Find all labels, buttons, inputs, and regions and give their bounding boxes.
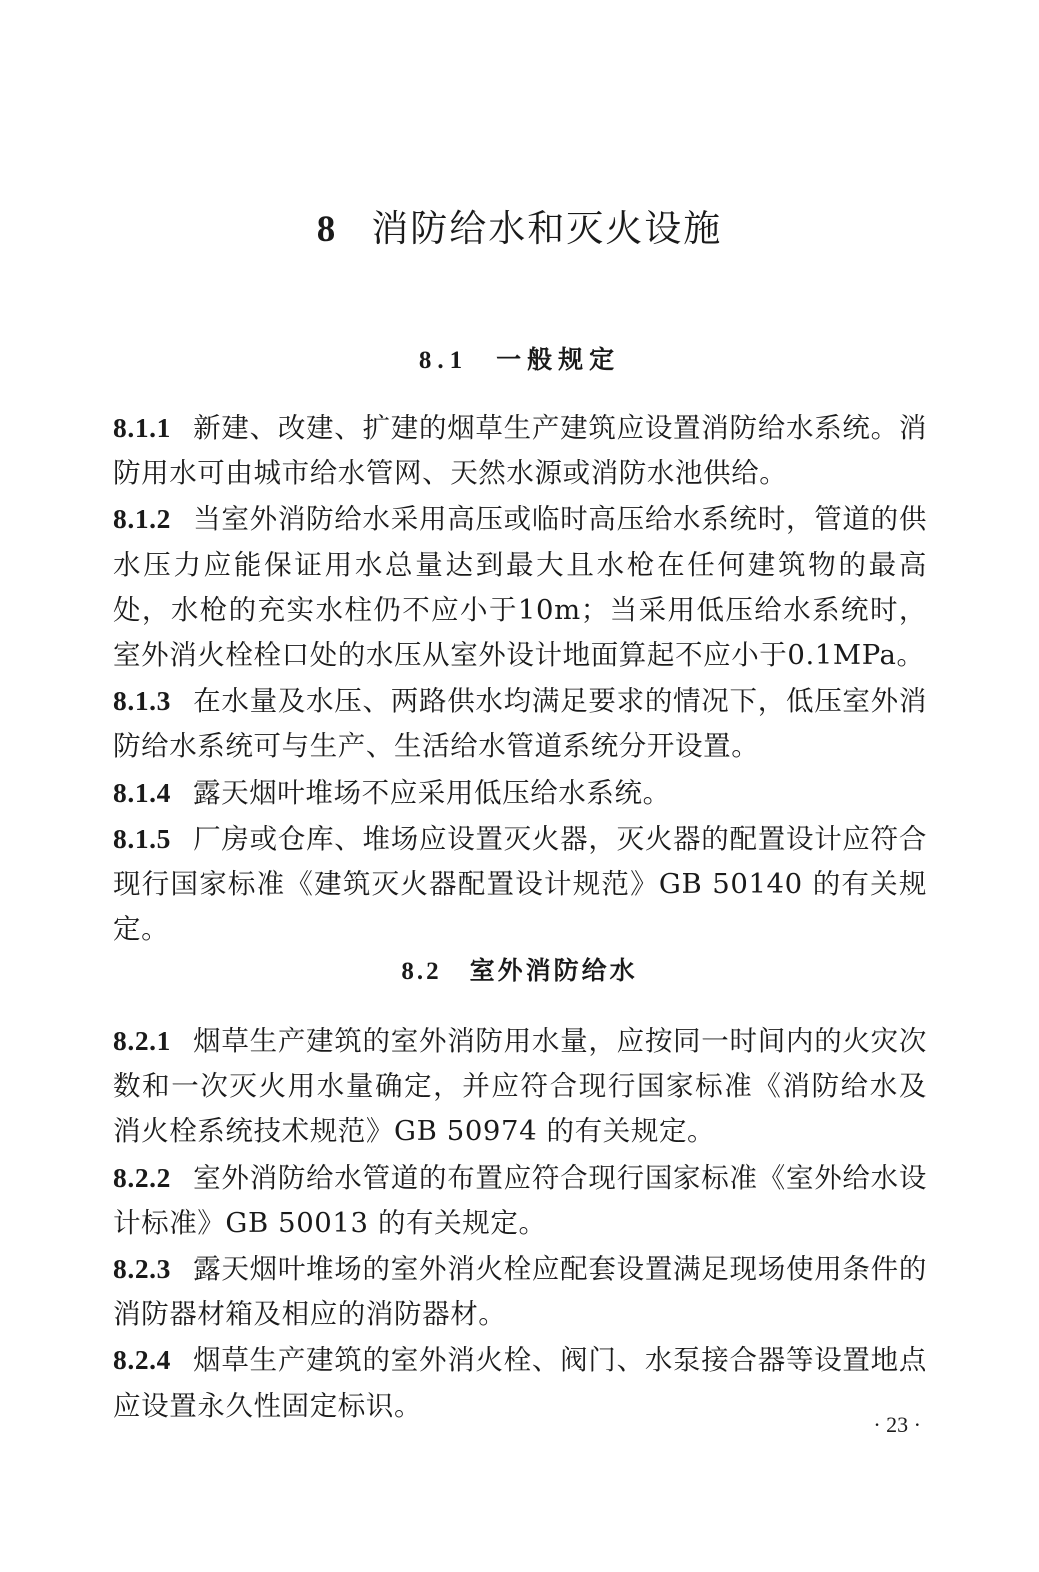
clause-number: 8.1.1 [113,412,171,443]
clause-text: 厂房或仓库、堆场应设置灭火器，灭火器的配置设计应符合现行国家标准《建筑灭火器配置设计规范》GB 50140 的有关规定。 [113,822,927,946]
section-title-8-2 [0,953,1039,990]
page-number: · 23 · [873,1412,921,1437]
clause-8-1-4 [113,770,927,816]
clause-number: 8.1.3 [113,685,171,717]
clause-8-2-4 [113,1337,927,1428]
section-8-1-body [113,405,927,952]
clause-number: 8.2.1 [113,1025,171,1056]
clause-8-1-5 [113,816,927,953]
clause-text: 在水量及水压、两路供水均满足要求的情况下，低压室外消防给水系统可与生产、生活给水管道系统分开设置。 [113,685,927,763]
section-number: 8.2 [401,958,442,985]
chapter-title-text: 消防给水和灭火设施 [371,207,723,250]
section-title-text: 室外消防给水 [469,956,638,985]
section-8-2-body [113,1018,927,1429]
clause-text: 新建、改建、扩建的烟草生产建筑应设置消防给水系统。消防用水可由城市给水管网、天然水源或消防水池供给。 [113,412,927,490]
clause-text: 室外消防给水管道的布置应符合现行国家标准《室外给水设计标准》GB 50013 的有关规定。 [113,1161,927,1239]
clause-8-2-3 [113,1246,927,1337]
clause-text: 当室外消防给水采用高压或临时高压给水系统时，管道的供水压力应能保证用水总量达到最大且水枪在任何建筑物的最高处，水枪的充实水柱仍不应小于10m；当采用低压给水系统时，室外消火栓栓口处的水压从室外设计地面算起不应小于0.1MPa。 [113,503,927,672]
clause-8-1-2 [113,496,927,678]
section-title-8-1 [0,342,1039,379]
clause-8-2-2 [113,1155,927,1246]
chapter-number: 8 [316,209,338,250]
clause-number: 8.2.3 [113,1253,171,1285]
clause-number: 8.2.2 [113,1161,171,1193]
clause-text: 露天烟叶堆场不应采用低压给水系统。 [193,776,671,809]
clause-number: 8.2.4 [113,1344,171,1376]
clause-text: 露天烟叶堆场的室外消火栓应配套设置满足现场使用条件的消防器材箱及相应的消防器材。 [113,1253,927,1331]
clause-8-1-3 [113,678,927,769]
section-title-text: 一般规定 [496,345,621,374]
chapter-title [0,203,1039,256]
clause-8-2-1 [113,1018,927,1155]
clause-text: 烟草生产建筑的室外消火栓、阀门、水泵接合器等设置地点应设置永久性固定标识。 [113,1344,927,1422]
clause-number: 8.1.4 [113,776,171,808]
clause-number: 8.1.5 [113,822,171,854]
clause-8-1-1 [113,405,927,496]
section-number: 8.1 [418,347,469,374]
clause-number: 8.1.2 [113,503,171,535]
clause-text: 烟草生产建筑的室外消防用水量，应按同一时间内的火灾次数和一次灭火用水量确定，并应符合现行国家标准《消防给水及消火栓系统技术规范》GB 50974 的有关规定。 [113,1025,927,1148]
